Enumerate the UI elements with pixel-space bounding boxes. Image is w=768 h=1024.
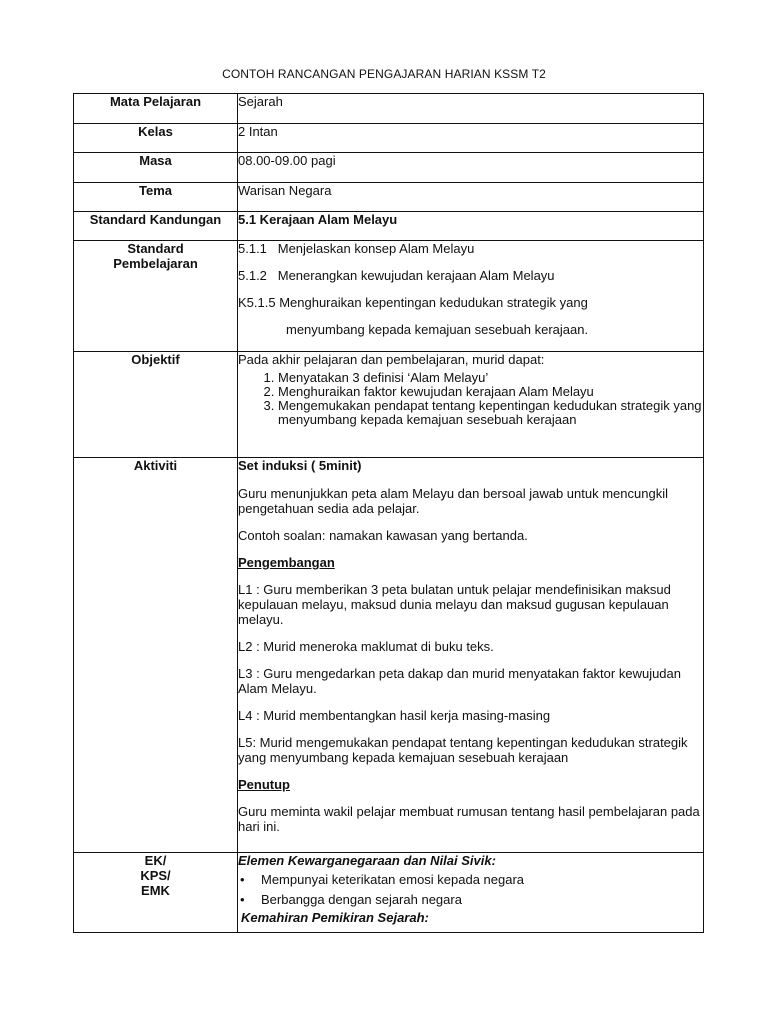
row-kelas [74, 124, 704, 153]
objektif-item-1: 1. Menyatakan 3 definisi ‘Alam Melayu’ [278, 371, 703, 385]
label-standard-pembelajaran-line1: Standard [127, 241, 184, 256]
label-ek-kps-emk [74, 853, 238, 933]
label-tema: Tema [74, 183, 238, 212]
bullet-icon: • [240, 872, 245, 887]
row-ek-kps-emk [74, 853, 704, 933]
label-objektif: Objektif [74, 352, 238, 458]
objektif-list [238, 371, 703, 427]
elemen-item-1-text: Mempunyai keterikatan emosi kepada negara [261, 872, 525, 887]
label-kelas: Kelas [74, 124, 238, 153]
label-mata-pelajaran: Mata Pelajaran [74, 94, 238, 124]
row-standard-kandungan [74, 212, 704, 241]
value-mata-pelajaran: Sejarah [238, 94, 704, 124]
label-standard-kandungan: Standard Kandungan [74, 212, 238, 241]
penutup-heading: Penutup [238, 777, 290, 792]
label-standard-pembelajaran [74, 241, 238, 352]
elemen-item-1 [238, 870, 703, 890]
lesson-plan-table [73, 93, 704, 933]
document-title: CONTOH RANCANGAN PENGAJARAN HARIAN KSSM T2 [222, 67, 546, 81]
value-kelas: 2 Intan [238, 124, 704, 153]
row-objektif [74, 352, 704, 458]
label-aktiviti: Aktiviti [74, 458, 238, 853]
label-emk: EMK [141, 883, 170, 898]
row-tema [74, 183, 704, 212]
penutup-paragraph: Guru meminta wakil pelajar membuat rumusan tentang hasil pembelajaran pada hari ini. [238, 804, 700, 834]
elemen-list [238, 870, 703, 910]
pengembangan-l1: L1 : Guru memberikan 3 peta bulatan untuk pelajar mendefinisikan maksud kepulauan melayu, maksud dunia melayu dan maksud gugusan kepulauan melayu. [238, 582, 671, 627]
value-objektif [238, 352, 704, 458]
sp-item-1: 5.1.1 Menjelaskan konsep Alam Melayu [238, 241, 475, 256]
value-standard-kandungan: 5.1 Kerajaan Alam Melayu [238, 212, 704, 241]
kemahiran-pemikiran-heading: Kemahiran Pemikiran Sejarah: [241, 910, 429, 925]
label-kps: KPS/ [140, 868, 171, 883]
sp-item-2: 5.1.2 Menerangkan kewujudan kerajaan Alam Melayu [238, 268, 555, 283]
objektif-intro: Pada akhir pelajaran dan pembelajaran, murid dapat: [238, 352, 545, 367]
row-masa [74, 153, 704, 183]
row-aktiviti [74, 458, 704, 853]
pengembangan-l4: L4 : Murid membentangkan hasil kerja masing-masing [238, 708, 551, 723]
label-masa: Masa [74, 153, 238, 183]
elemen-kewarganegaraan-heading: Elemen Kewarganegaraan dan Nilai Sivik: [238, 853, 496, 868]
label-standard-pembelajaran-line2: Pembelajaran [113, 256, 198, 271]
pengembangan-heading: Pengembangan [238, 555, 335, 570]
pengembangan-l3: L3 : Guru mengedarkan peta dakap dan murid menyatakan faktor kewujudan Alam Melayu. [238, 666, 681, 696]
set-induksi-paragraph-1: Guru menunjukkan peta alam Melayu dan bersoal jawab untuk mencungkil pengetahuan sedia ada pelajar. [238, 486, 668, 516]
value-tema: Warisan Negara [238, 183, 704, 212]
value-masa: 08.00-09.00 pagi [238, 153, 704, 183]
row-mata-pelajaran [74, 94, 704, 124]
objektif-item-2: 2. Menghuraikan faktor kewujudan kerajaan Alam Melayu [278, 385, 703, 399]
pengembangan-l2: L2 : Murid meneroka maklumat di buku teks. [238, 639, 494, 654]
elemen-item-2 [238, 890, 703, 910]
row-standard-pembelajaran [74, 241, 704, 352]
bullet-icon: • [240, 892, 245, 907]
elemen-item-2-text: Berbangga dengan sejarah negara [261, 892, 462, 907]
value-aktiviti [238, 458, 704, 853]
objektif-item-3: 3. Mengemukakan pendapat tentang kepentingan kedudukan strategik yang menyumbang kepada kemajuan sesebuah kerajaan [278, 399, 703, 427]
pengembangan-l5: L5: Murid mengemukakan pendapat tentang kepentingan kedudukan strategik yang menyumbang kepada kemajuan sesebuah kerajaan [238, 735, 688, 765]
set-induksi-heading: Set induksi ( 5minit) [238, 458, 362, 473]
label-ek: EK/ [144, 853, 167, 868]
value-standard-pembelajaran [238, 241, 704, 352]
sp-item-3-cont: menyumbang kepada kemajuan sesebuah kerajaan. [286, 322, 589, 337]
value-ek-kps-emk [238, 853, 704, 933]
set-induksi-paragraph-2: Contoh soalan: namakan kawasan yang bertanda. [238, 528, 528, 543]
sp-item-3: K5.1.5 Menghuraikan kepentingan kedudukan strategik yang [238, 295, 588, 310]
